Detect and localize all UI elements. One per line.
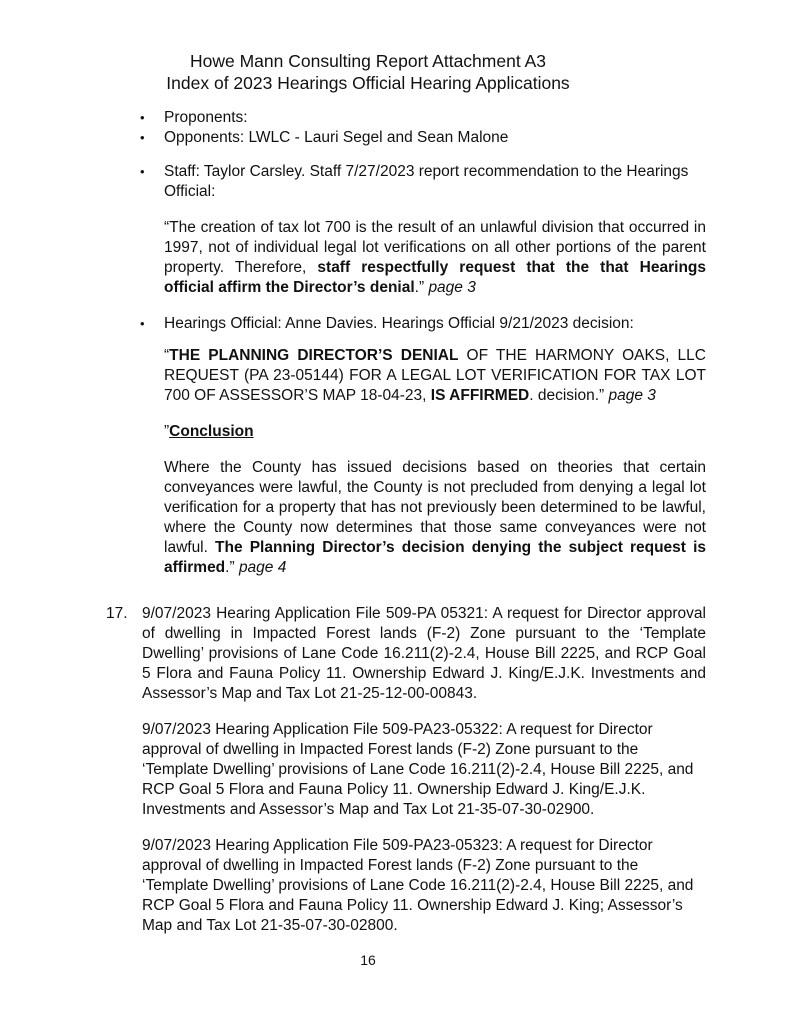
page-number: 16 bbox=[360, 952, 376, 968]
conclusion-text: Where the County has issued decisions based on theories that certain conveyances were lawful, the County is not precluded from denying a legal lot verification for a property that has not previously been determined to be lawful, where the County now determines that those same conveyances were not lawful. The Planning Director’s decision denying the subject request is affirmed.” page 4 bbox=[164, 459, 706, 576]
staff-quote: “The creation of tax lot 700 is the result of an unlawful division that occurred in 1997, not of individual legal lot verifications on all other portions of the parent property. Therefore, staff respectfully request that the that Hearings official affirm the Director’s denial.” page 3 bbox=[164, 219, 706, 296]
decision-page-ref: page 3 bbox=[608, 387, 656, 404]
header-title: Howe Mann Consulting Report Attachment A3 bbox=[189, 51, 547, 71]
bullet-list bbox=[164, 108, 706, 578]
bullet-hearings-official: • Hearings Official: Anne Davies. Hearings Official 9/21/2023 decision: bbox=[164, 314, 706, 334]
header-subtitle: Index of 2023 Hearings Official Hearing Applications bbox=[166, 73, 570, 93]
decision-quote: “THE PLANNING DIRECTOR’S DENIAL OF THE HARMONY OAKS, LLC REQUEST (PA 23-05144) FOR A LEGAL LOT VERIFICATION FOR TAX LOT 700 OF ASSESSOR’S MAP 18-04-23, IS AFFIRMED. decision.” page 3 bbox=[164, 347, 706, 404]
page-header bbox=[0, 50, 736, 94]
staff-quote-page-ref: page 3 bbox=[428, 279, 476, 296]
item17-paragraph-1: 9/07/2023 Hearing Application File 509-PA 05321: A request for Director approval of dwelling in Impacted Forest lands (F-2) Zone pursuant to the ‘Template Dwelling’ provisions of Lane Code 16.211(2)-2.4, House Bill 2225, and RCP Goal 5 Flora and Fauna Policy 11. Ownership Edward J. King/E.J.K. Investments and Assessor’s Map and Tax Lot 21-25-12-00-00843. bbox=[142, 605, 706, 702]
bullet-staff: • Staff: Taylor Carsley. Staff 7/27/2023 report recommendation to the Hearings Official: bbox=[164, 162, 706, 202]
bullet-opponents: • Opponents: LWLC - Lauri Segel and Sean Malone bbox=[164, 128, 706, 148]
bullet-proponents: • Proponents: bbox=[164, 108, 706, 128]
item17-paragraph-2: 9/07/2023 Hearing Application File 509-PA23-05322: A request for Director approval of dwelling in Impacted Forest lands (F-2) Zone pursuant to the ‘Template Dwelling’ provisions of Lane Code 16.211(2)-2.4, House Bill 2225, and RCP Goal 5 Flora and Fauna Policy 11. Ownership Edward J. King/E.J.K. Investments and Assessor’s Map and Tax Lot 21-35-07-30-02900. bbox=[142, 721, 694, 818]
item-number: 17. bbox=[106, 605, 128, 622]
numbered-item-17 bbox=[142, 604, 706, 936]
conclusion-page-ref: page 4 bbox=[238, 559, 287, 576]
staff-quote-emphasis: staff respectfully request that the that Hearings official affirm the Director’s denial bbox=[164, 259, 706, 296]
conclusion-heading: ”Conclusion bbox=[164, 423, 254, 440]
item17-paragraph-3: 9/07/2023 Hearing Application File 509-PA23-05323: A request for Director approval of dwelling in Impacted Forest lands (F-2) Zone pursuant to the ‘Template Dwelling’ provisions of Lane Code 16.211(2)-2.4, House Bill 2225, and RCP Goal 5 Flora and Fauna Policy 11. Ownership Edward J. King; Assessor’s Map and Tax Lot 21-35-07-30-02800. bbox=[142, 837, 694, 934]
